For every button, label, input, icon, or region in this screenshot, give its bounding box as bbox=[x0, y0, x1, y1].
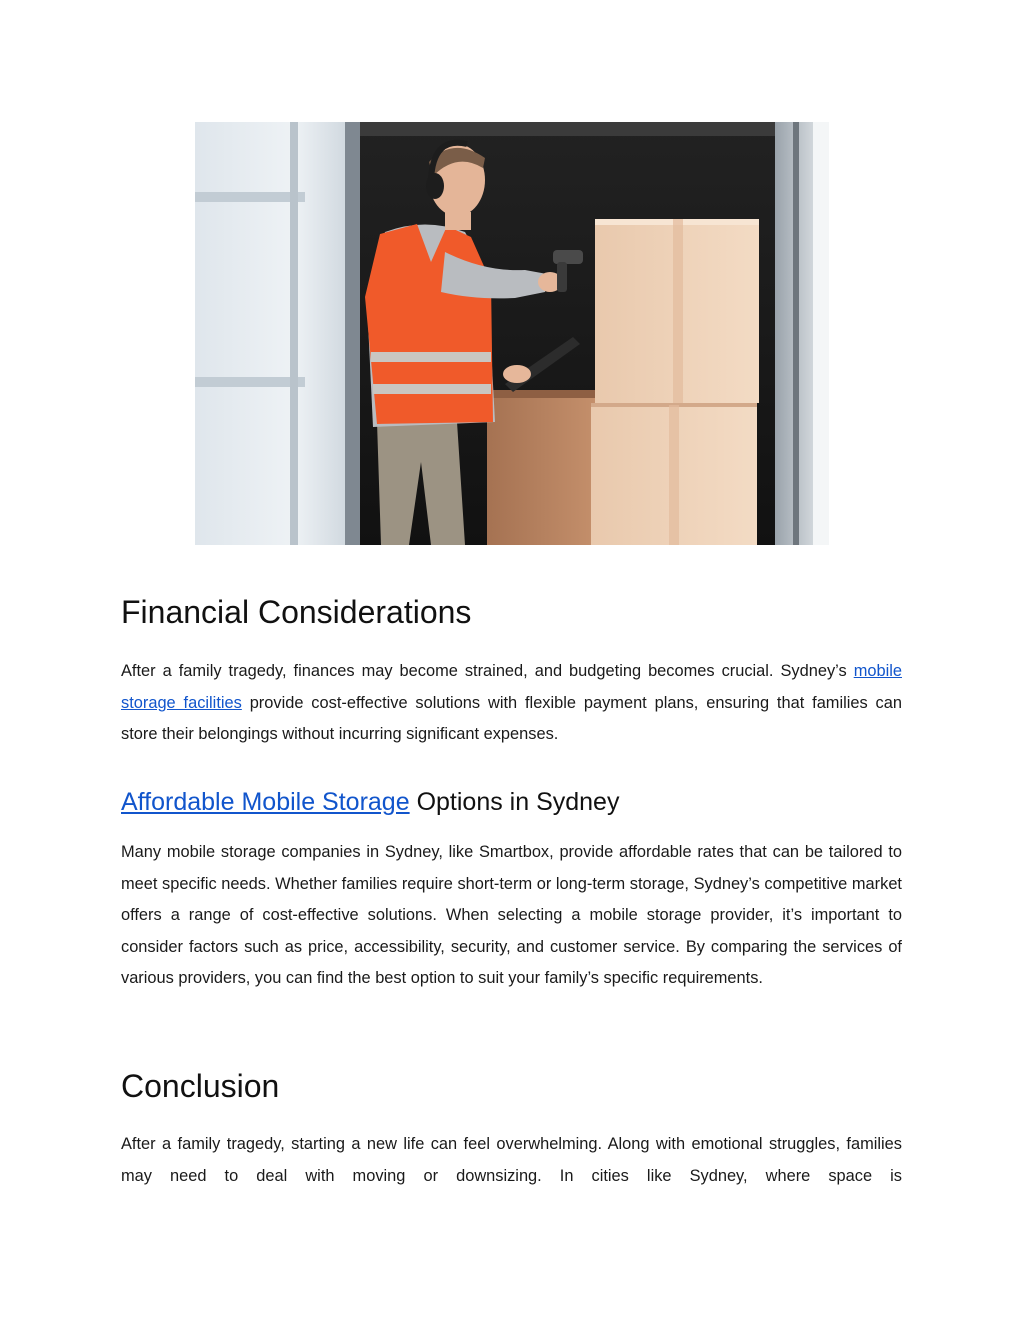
section-heading-financial-considerations: Financial Considerations bbox=[121, 594, 472, 630]
mobile-storage-facilities-link[interactable]: mobile storage facilities bbox=[121, 662, 902, 712]
heading-text: Options in Sydney bbox=[409, 788, 620, 816]
affordable-mobile-storage-link[interactable]: Affordable Mobile Storage bbox=[121, 788, 410, 816]
section-heading-conclusion: Conclusion bbox=[121, 1068, 280, 1104]
warehouse-worker-photo bbox=[195, 122, 829, 545]
paragraph-text: After a family tragedy, finances may become strained, and budgeting becomes crucial. Sydney’s bbox=[121, 662, 854, 680]
paragraph-conclusion: After a family tragedy, starting a new life can feel overwhelming. Along with emotional struggles, families may need to deal with moving or downsizing. In cities like Sydney, where space is bbox=[121, 1135, 902, 1185]
section-heading-affordable-options bbox=[121, 785, 619, 819]
paragraph-text: provide cost-effective solutions with flexible payment plans, ensuring that families can store their belongings without incurring significant expenses. bbox=[121, 693, 902, 744]
paragraph-affordable-options: Many mobile storage companies in Sydney, like Smartbox, provide affordable rates that can be tailored to meet specific needs. Whether families require short-term or long-term storage, Sydney’s competitive market offers a range of cost-effective solutions. When selecting a mobile storage provider, it’s important to consider factors such as price, accessibility, security, and customer service. By comparing the services of various providers, you can find the best option to suit your family’s specific requirements. bbox=[121, 843, 902, 988]
paragraph-financial-considerations bbox=[121, 656, 902, 751]
